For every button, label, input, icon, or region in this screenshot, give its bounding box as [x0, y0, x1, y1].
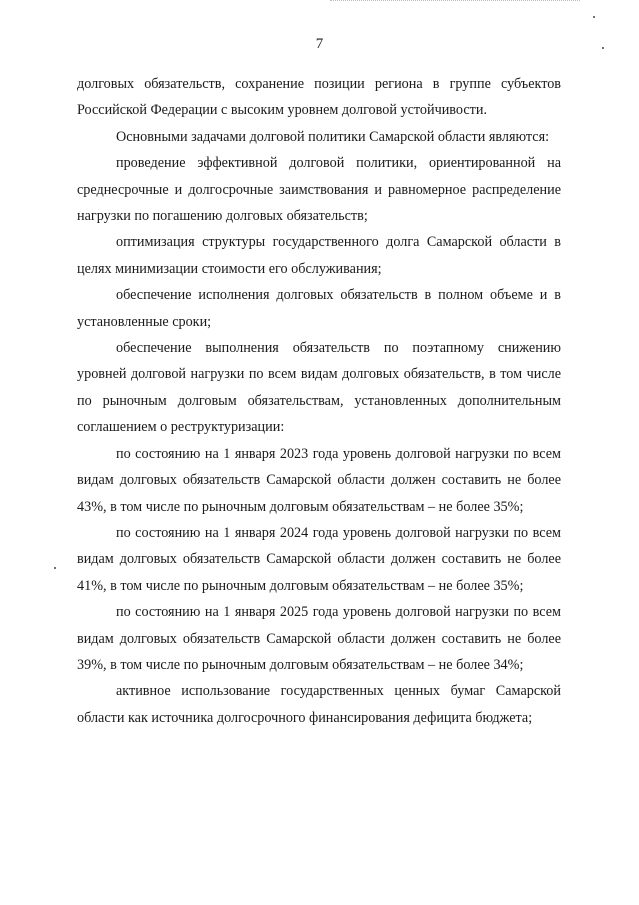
scan-speck [54, 567, 56, 569]
page-number: 7 [315, 36, 324, 52]
scan-edge [330, 0, 580, 2]
paragraph-task-obligations: обеспечение исполнения долговых обязательств в полном объеме и в установленные сроки; [77, 287, 561, 330]
paragraph-target-2024: по состоянию на 1 января 2024 года уровень долговой нагрузки по всем видам долговых обязательств Самарской области должен составить не более 41%, в том числе по рыночным долговым обязательствам – не более 35%; [77, 524, 561, 594]
paragraph-tasks-intro: Основными задачами долговой политики Самарской области являются: [116, 128, 550, 145]
paragraph-task-debt-reduction: обеспечение выполнения обязательств по поэтапному снижению уровней долговой нагрузки по всем видам долговых обязательств, в том числе по рыночным долговым обязательствам, установленных дополнительным соглашением о реструктуризации: [77, 340, 561, 436]
document-body [77, 71, 561, 731]
paragraph-task-debt-structure: оптимизация структуры государственного долга Самарской области в целях минимизации стоимости его обслуживания; [77, 234, 561, 277]
paragraph-task-securities: активное использование государственных ценных бумаг Самарской области как источника долгосрочного финансирования дефицита бюджета; [77, 683, 561, 726]
paragraph-target-2023: по состоянию на 1 января 2023 года уровень долговой нагрузки по всем видам долговых обязательств Самарской области должен составить не более 43%, в том числе по рыночным долговым обязательствам – не более 35%; [77, 445, 561, 515]
paragraph-task-effective-policy: проведение эффективной долговой политики, ориентированной на среднесрочные и долгосрочные заимствования и равномерное распределение нагрузки по погашению долговых обязательств; [77, 155, 561, 225]
scan-speck [593, 16, 595, 18]
paragraph-target-2025: по состоянию на 1 января 2025 года уровень долговой нагрузки по всем видам долговых обязательств Самарской области должен составить не более 39%, в том числе по рыночным долговым обязательствам – не более 34%; [77, 604, 561, 673]
paragraph-continuation: долговых обязательств, сохранение позиции региона в группе субъектов Российской Федерации с высоким уровнем долговой устойчивости. [77, 76, 561, 119]
